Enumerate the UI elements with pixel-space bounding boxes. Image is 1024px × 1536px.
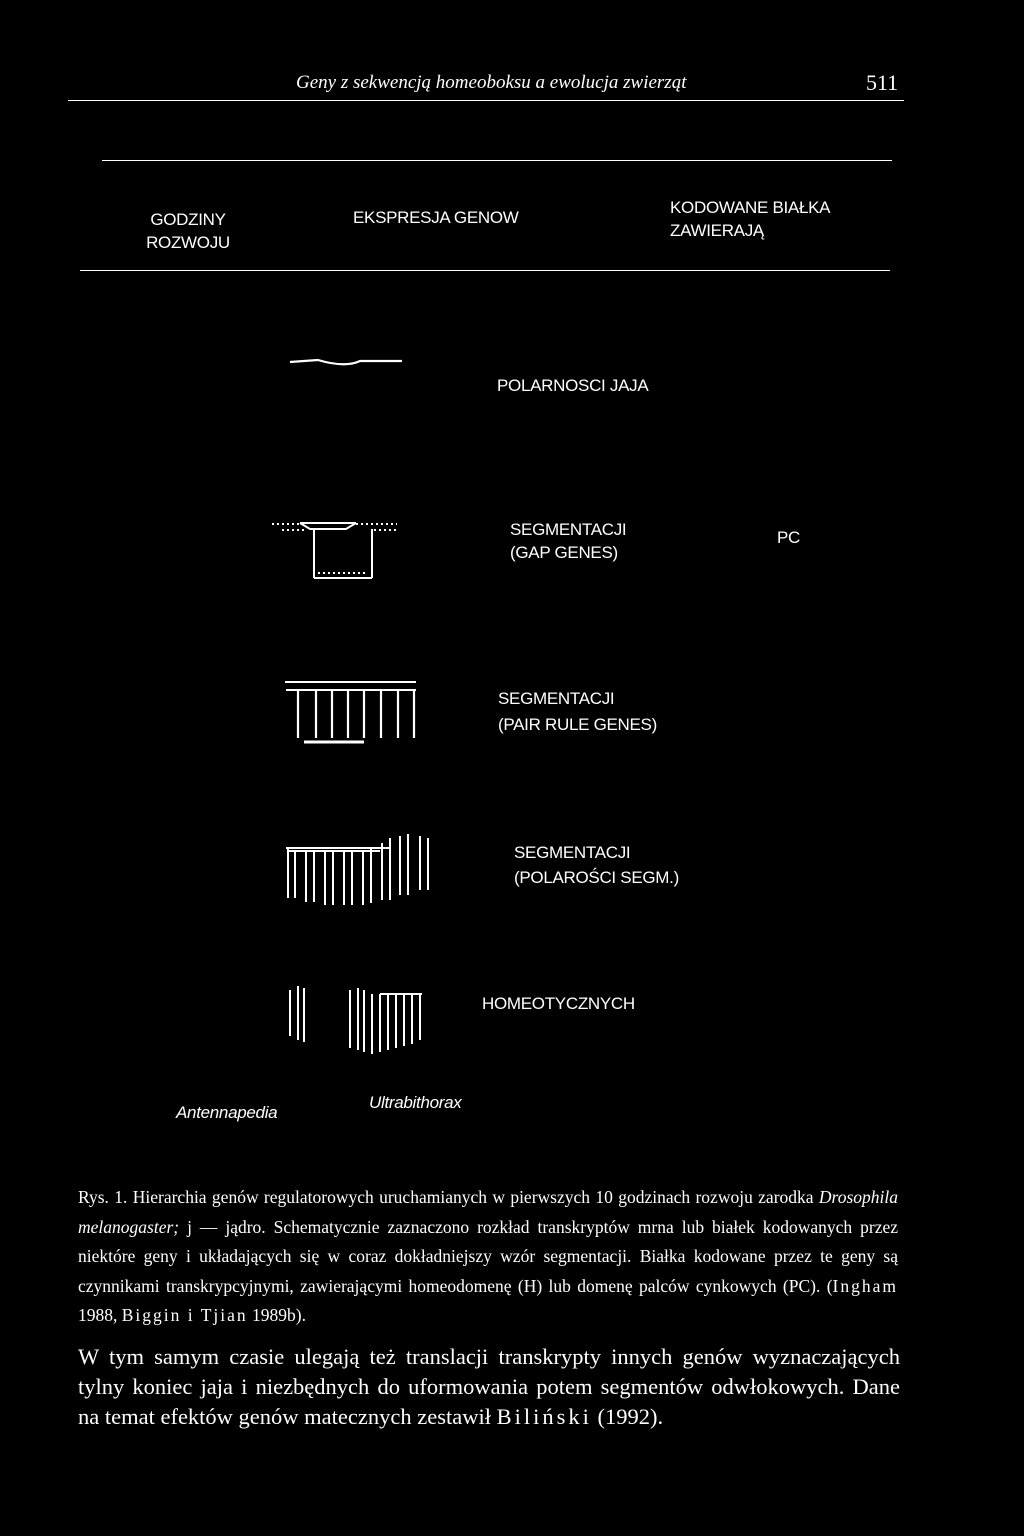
column-header-expression: EKSPRESJA GENOW [353, 208, 519, 227]
column-header-hours-line1: GODZINY [150, 210, 226, 229]
row-label-gap-line1: SEGMENTACJI [510, 520, 627, 539]
ultrabithorax-pattern [350, 988, 422, 1054]
row-label-gap-line2: (GAP GENES) [510, 543, 618, 562]
caption-ref1-author: Ingham [832, 1275, 898, 1296]
row-label-polarity: POLARNOSCI JAJA [497, 376, 649, 395]
row-label-segpol-line1: SEGMENTACJI [514, 843, 631, 862]
gap-genes-pattern [272, 523, 398, 578]
body-paragraph [78, 1342, 900, 1432]
body-text-before: W tym samym czasie ulegają też translacji transkrypty innych genów wyznaczających tylny koniec jaja i niezbędnych do uformowania potem segmentów odwłokowych. Dane na temat efektów genów matecznych zestawił [78, 1344, 900, 1429]
protein-label-pc: PC [777, 528, 801, 547]
label-ultrabithorax: Ultrabithorax [369, 1093, 462, 1112]
polarity-gradient-line [290, 360, 402, 364]
column-header-hours-line2: ROZWOJU [146, 233, 230, 252]
row-label-pair-line1: SEGMENTACJI [498, 689, 615, 708]
page-number: 511 [866, 70, 899, 95]
caption-middle: j — jądro. Schematycznie zaznaczono rozkład transkryptów mrna lub białek kodowanych przez niektóre geny i układających się w coraz dokładniejszy wzór segmentacji. Białka kodowane przez te geny są czynnikami transkrypcyjnymi, zawierającymi homeodomenę (H) lub domenę palców cynkowych (PC). ( [78, 1216, 898, 1296]
caption-prefix: Rys. 1. Hierarchia genów regulatorowych uruchamianych w pierwszych 10 godzinach rozwoju zarodka [78, 1187, 819, 1207]
caption-ref2-author: Biggin i Tjian [121, 1305, 248, 1325]
column-header-proteins-line2: ZAWIERAJĄ [670, 221, 764, 240]
row-label-segpol-line2: (POLAROŚCI SEGM.) [514, 868, 679, 887]
label-antennapedia: Antennapedia [176, 1103, 278, 1122]
figure-caption [78, 1183, 898, 1331]
antennapedia-pattern [290, 986, 304, 1042]
pair-rule-pattern [285, 682, 416, 742]
running-title: Geny z sekwencją homeoboksu a ewolucja zwierząt [296, 72, 687, 93]
caption-species: Drosophila melanogaster; [78, 1187, 898, 1237]
body-text-after: (1992). [591, 1404, 664, 1429]
body-author: Biliński [496, 1404, 592, 1429]
caption-ref2-rest: 1989b). [247, 1305, 306, 1325]
segment-polarity-pattern [286, 834, 428, 905]
column-header-proteins-line1: KODOWANE BIAŁKA [670, 198, 831, 217]
caption-ref1-rest: 1988, [78, 1305, 122, 1325]
row-label-homeotic: HOMEOTYCZNYCH [482, 994, 635, 1013]
row-label-pair-line2: (PAIR RULE GENES) [498, 715, 657, 734]
